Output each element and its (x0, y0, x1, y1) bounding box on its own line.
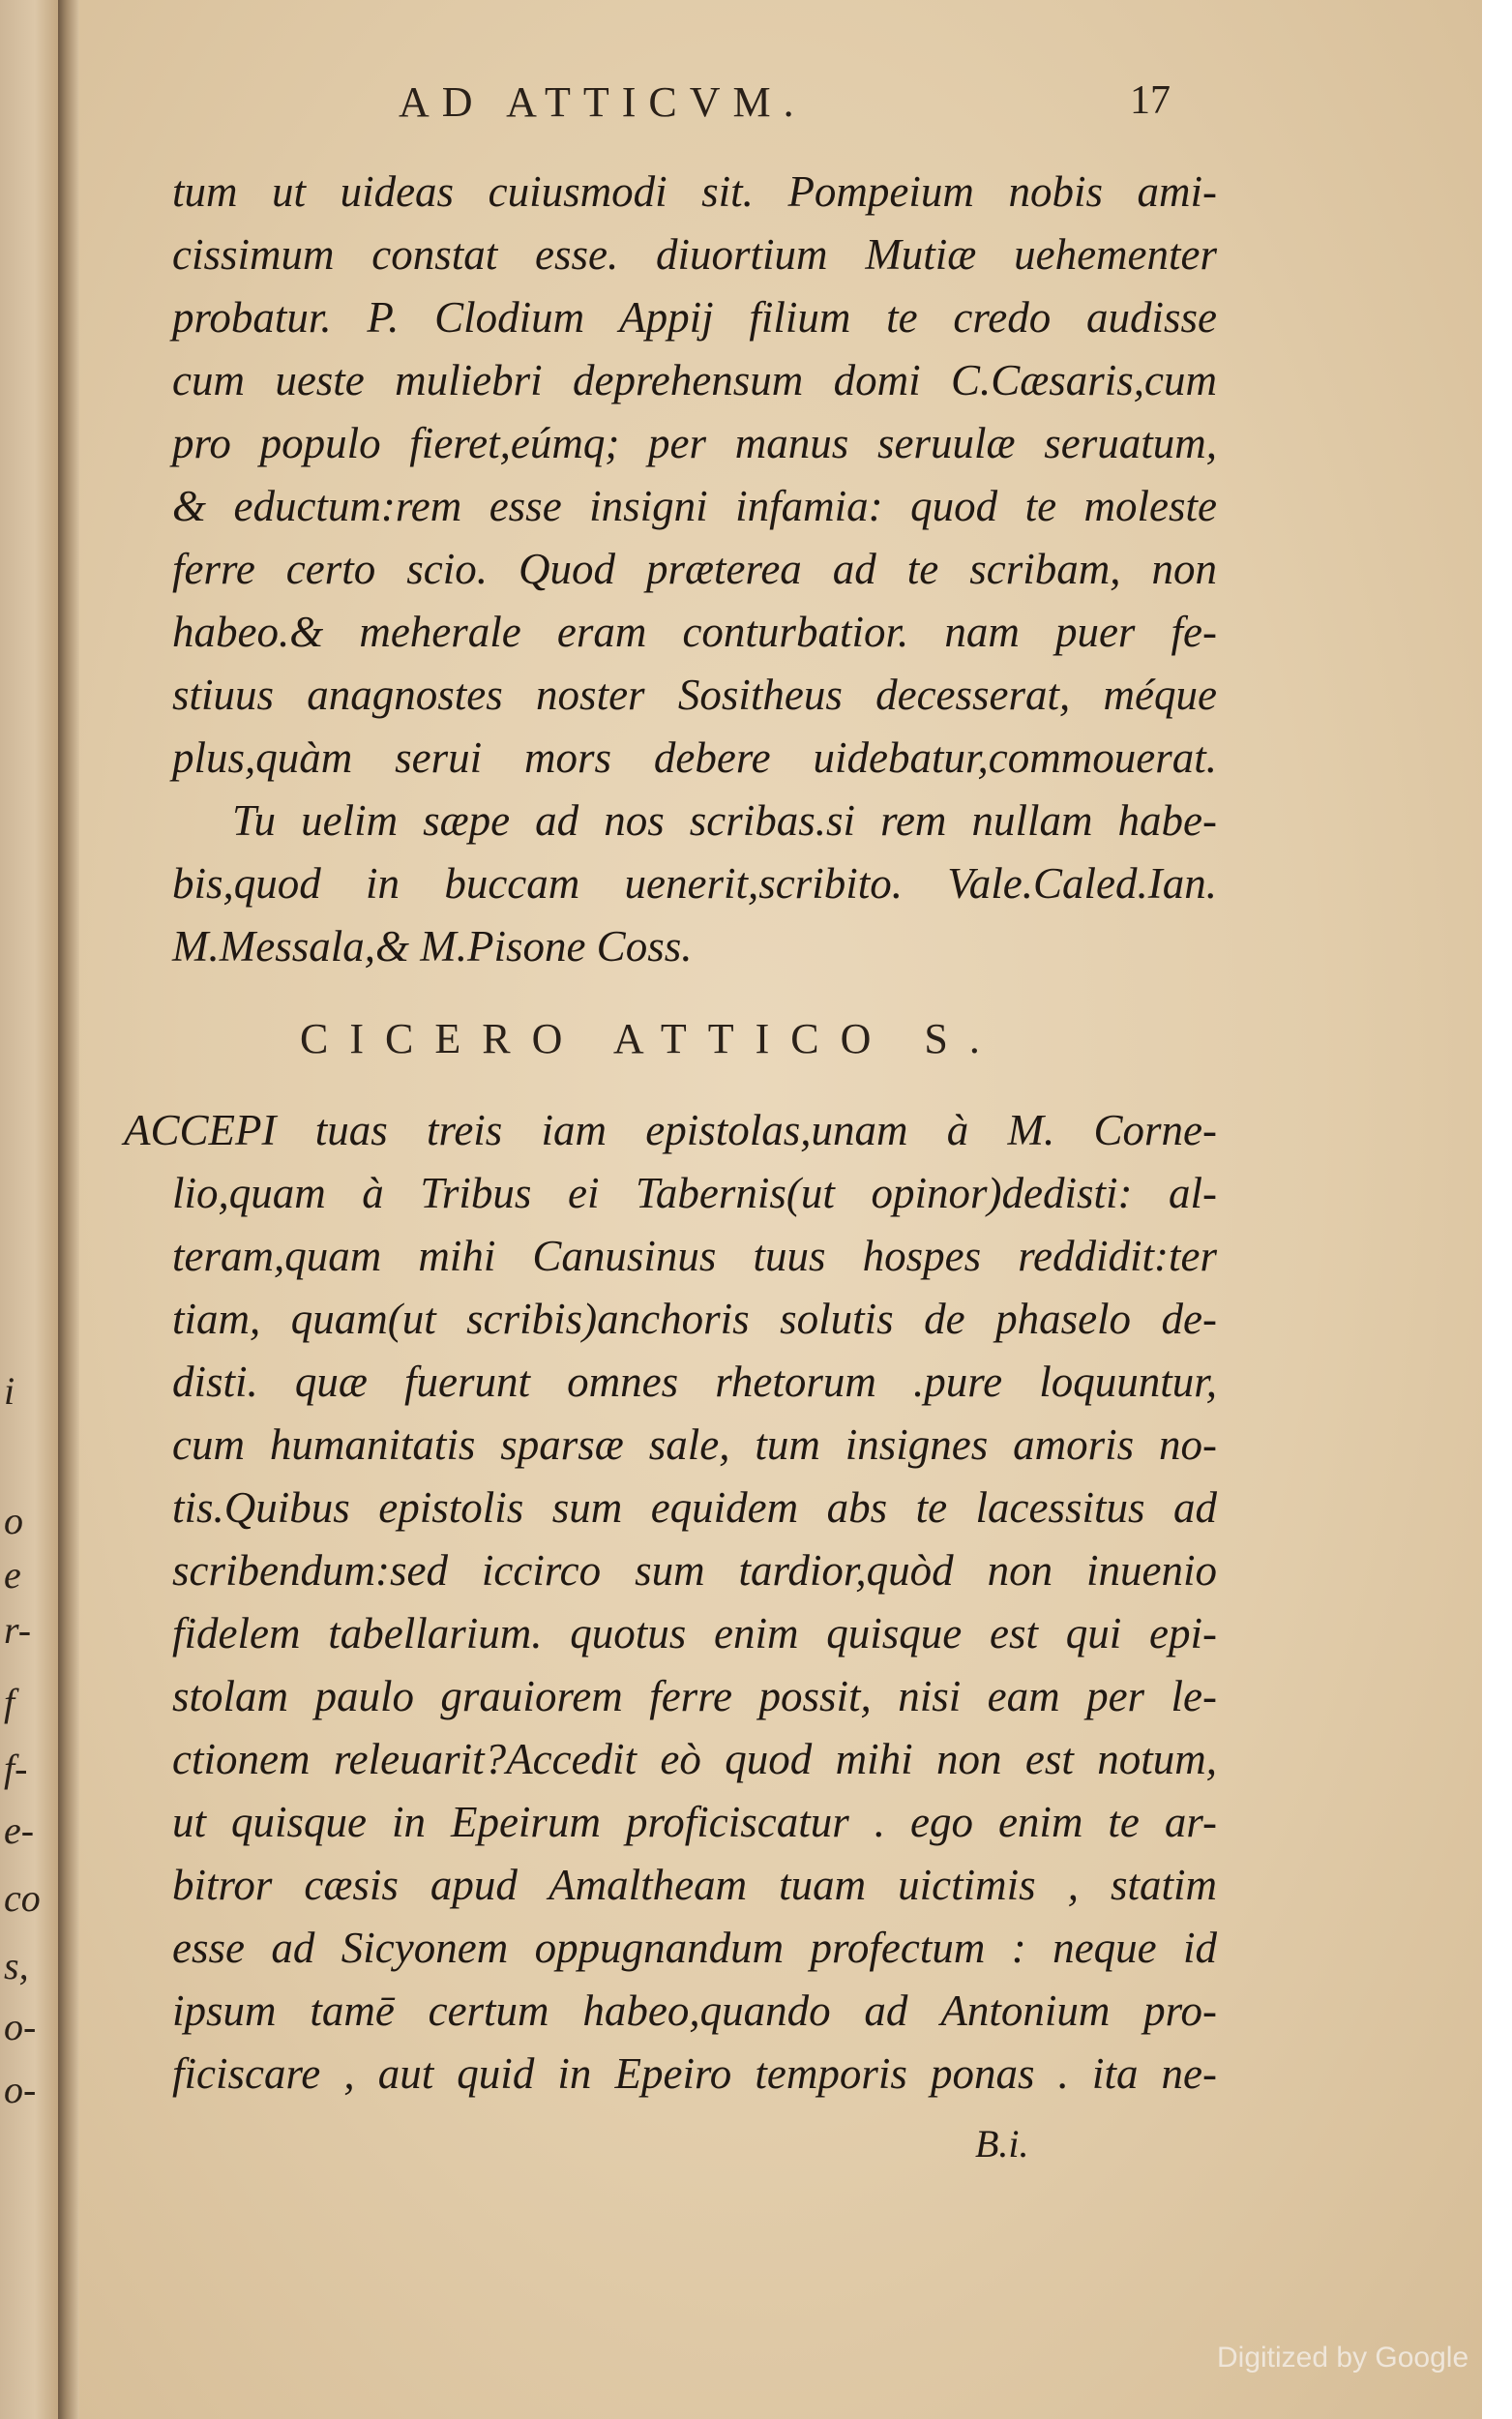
text-line: disti. quæ fuerunt omnes rhetorum .pure loquuntur, (172, 1358, 1217, 1406)
scan-watermark: Digitized by Google (1217, 2342, 1469, 2374)
text-line: pro populo fieret,eúmq; per manus seruulæ seruatum, (172, 419, 1217, 467)
text-line: plus,quàm serui mors debere uidebatur,commouerat. (172, 733, 1217, 782)
text-line: tiam, quam(ut scribis)anchoris solutis de phaselo de- (172, 1295, 1217, 1343)
margin-fragment: r- (4, 1608, 32, 1652)
text-line: cissimum constat esse. diuortium Mutiæ uehementer (172, 230, 1217, 279)
text-line: bitror cæsis apud Amaltheam tuam uictimis , statim (172, 1861, 1217, 1909)
facing-page-edge (0, 0, 58, 2419)
margin-fragment: co (4, 1876, 41, 1920)
text-line: ctionem releuarit?Accedit eò quod mihi non est notum, (172, 1735, 1217, 1783)
text-line: cum humanitatis sparsæ sale, tum insignes amoris no- (172, 1420, 1217, 1469)
margin-fragment: f (4, 1681, 15, 1724)
margin-fragment: o (4, 1499, 23, 1542)
text-line: scribendum:sed iccirco sum tardior,quòd non inuenio (172, 1546, 1217, 1595)
text-line: ACCEPI tuas treis iam epistolas,unam à M. Corne- (124, 1106, 1217, 1154)
margin-fragment: e- (4, 1808, 35, 1852)
text-line: ficiscare , aut quid in Epeiro temporis ponas . ita ne- (172, 2049, 1217, 2098)
scan-margin (1482, 0, 1512, 2419)
text-line: bis,quod in buccam uenerit,scribito. Vale.Caled.Ian. (172, 859, 1217, 908)
text-line: ipsum tamē certum habeo,quando ad Antonium pro- (172, 1986, 1217, 2035)
letter-heading: CICERO ATTICO S. (300, 1015, 1001, 1062)
text-line: stolam paulo grauiorem ferre possit, nisi eam per le- (172, 1672, 1217, 1720)
margin-fragment: o- (4, 2005, 37, 2048)
text-line: teram,quam mihi Canusinus tuus hospes reddidit:ter (172, 1232, 1217, 1280)
text-line: tum ut uideas cuiusmodi sit. Pompeium nobis ami- (172, 167, 1217, 216)
margin-fragment: s, (4, 1944, 29, 1987)
text-line: probatur. P. Clodium Appij filium te credo audisse (172, 293, 1217, 342)
text-line: stiuus anagnostes noster Sositheus decesserat, méque (172, 671, 1217, 719)
margin-fragment: i (4, 1369, 15, 1413)
text-line: fidelem tabellarium. quotus enim quisque est qui epi- (172, 1609, 1217, 1657)
running-head: AD ATTICVM. (399, 78, 807, 126)
text-line: M.Messala,& M.Pisone Coss. (172, 922, 693, 971)
text-line: ut quisque in Epeirum proficiscatur . ego enim te ar- (172, 1798, 1217, 1846)
signature-mark: B.i. (975, 2122, 1029, 2165)
text-line: cum ueste muliebri deprehensum domi C.Cæsaris,cum (172, 356, 1217, 404)
margin-fragment: o- (4, 2068, 37, 2111)
text-line: habeo.& meherale eram conturbatior. nam puer fe- (172, 608, 1217, 656)
page-number: 17 (1130, 78, 1171, 123)
text-line: & eductum:rem esse insigni infamia: quod te moleste (172, 482, 1217, 530)
text-line: esse ad Sicyonem oppugnandum profectum : neque id (172, 1924, 1217, 1972)
text-line: tis.Quibus epistolis sum equidem abs te lacessitus ad (172, 1483, 1217, 1532)
margin-fragment: e (4, 1553, 21, 1597)
margin-fragment: f- (4, 1747, 28, 1790)
text-line: Tu uelim sæpe ad nos scribas.si rem nullam habe- (232, 796, 1217, 845)
book-gutter (58, 0, 79, 2419)
text-line: ferre certo scio. Quod præterea ad te scribam, non (172, 545, 1217, 593)
text-line: lio,quam à Tribus ei Tabernis(ut opinor)dedisti: al- (172, 1169, 1217, 1217)
